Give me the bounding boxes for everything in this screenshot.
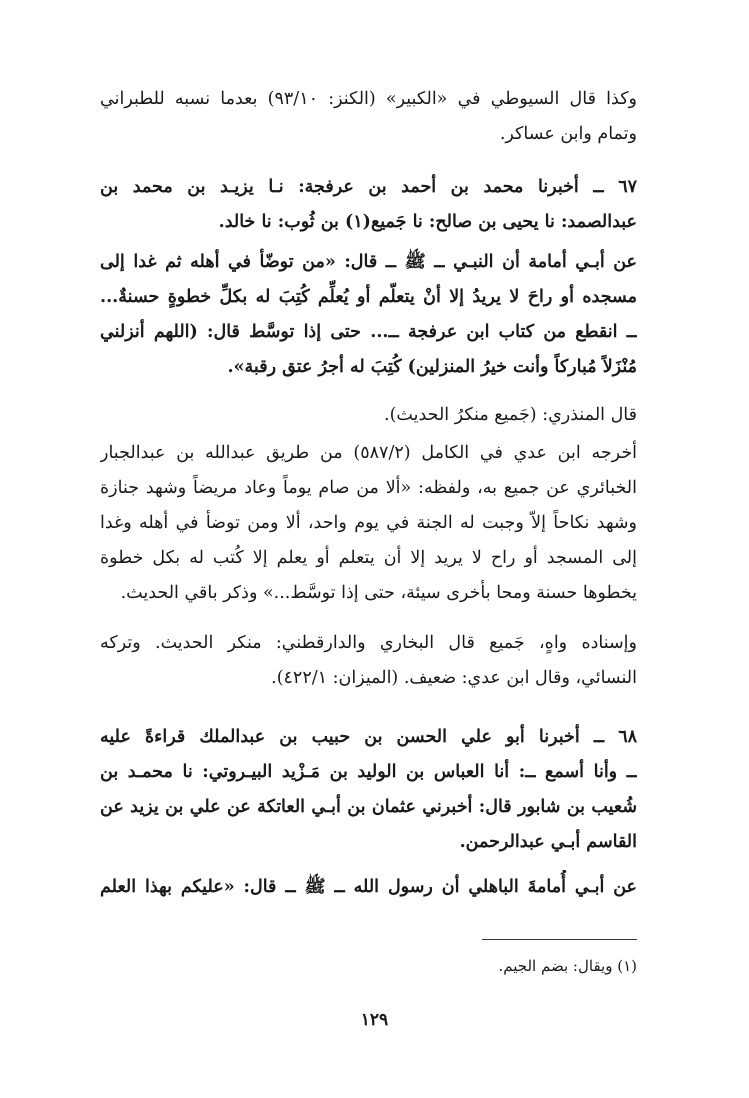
text-line: مسجده أو راحَ لا يريدُ إلا أنْ يتعلّم أو يُعلِّم كُتِبَ له بكلِّ خطوةٍ حسنةٌ... xyxy=(100,287,637,307)
paragraph-mundhiri xyxy=(100,398,665,433)
text-line: النسائي، وقال ابن عدي: ضعيف. (الميزان: ٤٢٢/١). xyxy=(271,668,637,688)
text-line: شُعيب بن شابور قال: أخبرني عثمان بن أبـي العاتكة عن علي بن يزيد عن xyxy=(100,797,637,817)
text-line: وتمام وابن عساكر. xyxy=(499,124,637,144)
paragraph-ibn-adi-takhrij xyxy=(100,436,665,611)
hadith-67-isnad xyxy=(100,170,665,240)
text-line: يخطوها حسنة ومحا بأخرى سيئة، حتى إذا توسَّط...» وذكر باقي الحديث. xyxy=(120,583,637,603)
text-line: عن أبـي أمامة أن النبـي ــ ﷺ ــ قال: «من توضّأ في أهله ثم غدا إلى xyxy=(100,252,637,272)
text-line: ــ وأنا أسمع ــ: أنا العباس بن الوليد بن مَـزْيد البيـروتي: نا محمـد بن xyxy=(100,762,637,782)
hadith-68-matn xyxy=(100,870,665,905)
text-line: ــ انقطع من كتاب ابن عرفجة ــ... حتى إذا توسَّط قال: (اللهم أنزلني xyxy=(100,322,637,342)
text-line: مُنْزَلاً مُباركاً وأنت خيرُ المنزلين) كُتِبَ له أجرُ عتق رقبة». xyxy=(227,357,637,377)
hadith-67-matn xyxy=(100,245,665,385)
page-number: ١٢٩ xyxy=(360,1010,389,1030)
hadith-68-isnad xyxy=(100,720,665,860)
text-line: قال المنذري: (جَميع منكرُ الحديث). xyxy=(384,405,637,425)
footnote-divider xyxy=(482,939,637,940)
text-line: ٦٧ ــ أخبرنا محمد بن أحمد بن عرفجة: نـا يزيـد بن محمد بن xyxy=(100,177,637,197)
text-line: إلى المسجد أو راح لا يريد إلا أن يتعلم أو يعلم إلا كُتب له بكل خطوة xyxy=(100,548,637,568)
text-line: وإسناده واهٍ، جَميع قال البخاري والدارقطني: منكر الحديث. وتركه xyxy=(100,633,637,653)
text-line: القاسم أبـي عبدالرحمن. xyxy=(459,832,637,852)
text-line: عن أبـي أُمامةَ الباهلي أن رسول الله ــ ﷺ ــ قال: «عليكم بهذا العلم xyxy=(100,877,637,897)
text-line: وكذا قال السيوطي في «الكبير» (الكنز: ٩٣/١٠) بعدما نسبه للطبراني xyxy=(100,89,637,109)
text-line: عبدالصمد: نا يحيى بن صالح: نا جَميع(١) بن ثُوب: نا خالد. xyxy=(218,212,637,232)
footnote: (١) ويقال: بضم الجيم. xyxy=(498,957,637,975)
text-line: ٦٨ ــ أخبرنا أبو علي الحسن بن حبيب بن عبدالملك قراءةً عليه xyxy=(100,727,637,747)
paragraph-isnad-grading xyxy=(100,626,665,696)
text-line: الخبائري عن جميع به، ولفظه: «ألا من صام يوماً وعاد مريضاً وشهد جنازة xyxy=(100,478,637,498)
text-line: أخرجه ابن عدي في الكامل (٥٨٧/٢) من طريق عبدالله بن عبدالجبار xyxy=(100,443,637,463)
text-line: وشهد نكاحاً إلاّ وجبت له الجنة في يوم واحد، ألا ومن توضأ في أهله وغدا xyxy=(100,513,637,533)
paragraph-siyuti-note xyxy=(100,82,665,152)
